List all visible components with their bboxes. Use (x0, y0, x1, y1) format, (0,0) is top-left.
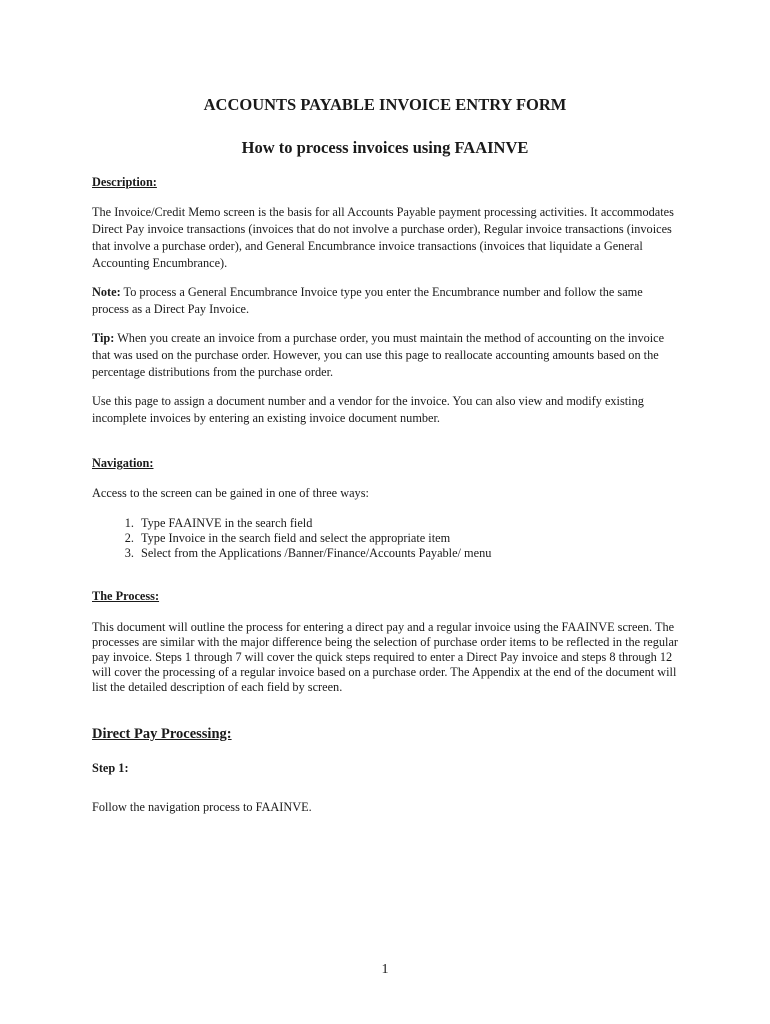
note-label: Note: (92, 285, 121, 299)
list-item: 3. Select from the Applications /Banner/Finance/Accounts Payable/ menu (137, 546, 682, 561)
navigation-heading: Navigation: (92, 456, 154, 470)
document-body (92, 174, 682, 816)
document-title: ACCOUNTS PAYABLE INVOICE ENTRY FORM (203, 95, 567, 114)
step-1-text: Follow the navigation process to FAAINVE. (92, 800, 312, 814)
direct-pay-heading: Direct Pay Processing: (92, 726, 232, 742)
description-heading: Description: (92, 175, 157, 189)
page-number: 1 (381, 962, 389, 977)
description-paragraph: The Invoice/Credit Memo screen is the basis for all Accounts Payable payment processing activities. It accommodates Direct Pay invoice transactions (invoices that do not involve a purchase order), Regular invoice transactions (invoices that involve a purchase order), and General Encumbrance invoice transactions (invoices that liquidate a General Accounting Encumbrance). (92, 205, 674, 270)
navigation-intro: Access to the screen can be gained in one of three ways: (92, 486, 369, 500)
tip-text: When you create an invoice from a purchase order, you must maintain the method of accounting on the invoice that was used on the purchase order. However, you can use this page to reallocate accounting amounts based on the percentage distributions from the purchase order. (92, 331, 665, 379)
note-paragraph (92, 284, 682, 318)
note-text: To process a General Encumbrance Invoice type you enter the Encumbrance number and follow the same process as a Direct Pay Invoice. (92, 285, 643, 316)
tip-paragraph (92, 330, 682, 381)
usage-paragraph: Use this page to assign a document number and a vendor for the invoice. You can also view and modify existing incomplete invoices by entering an existing invoice document number. (92, 394, 644, 425)
process-heading: The Process: (92, 589, 160, 603)
step-1-label: Step 1: (92, 761, 129, 775)
navigation-steps-list (92, 516, 682, 561)
tip-label: Tip: (92, 331, 115, 345)
list-item: 2. Type Invoice in the search field and select the appropriate item (137, 531, 682, 546)
document-subtitle: How to process invoices using FAAINVE (241, 138, 529, 157)
list-item: 1. Type FAAINVE in the search field (137, 516, 682, 531)
process-paragraph: This document will outline the process for entering a direct pay and a regular invoice using the FAAINVE screen. The processes are similar with the major difference being the selection of purchase order items to be reflected in the regular pay invoice. Steps 1 through 7 will cover the quick steps required to enter a Direct Pay invoice and steps 8 through 12 will cover the processing of a regular invoice based on a purchase order. The Appendix at the end of the document will list the detailed description of each field by screen. (92, 620, 679, 694)
